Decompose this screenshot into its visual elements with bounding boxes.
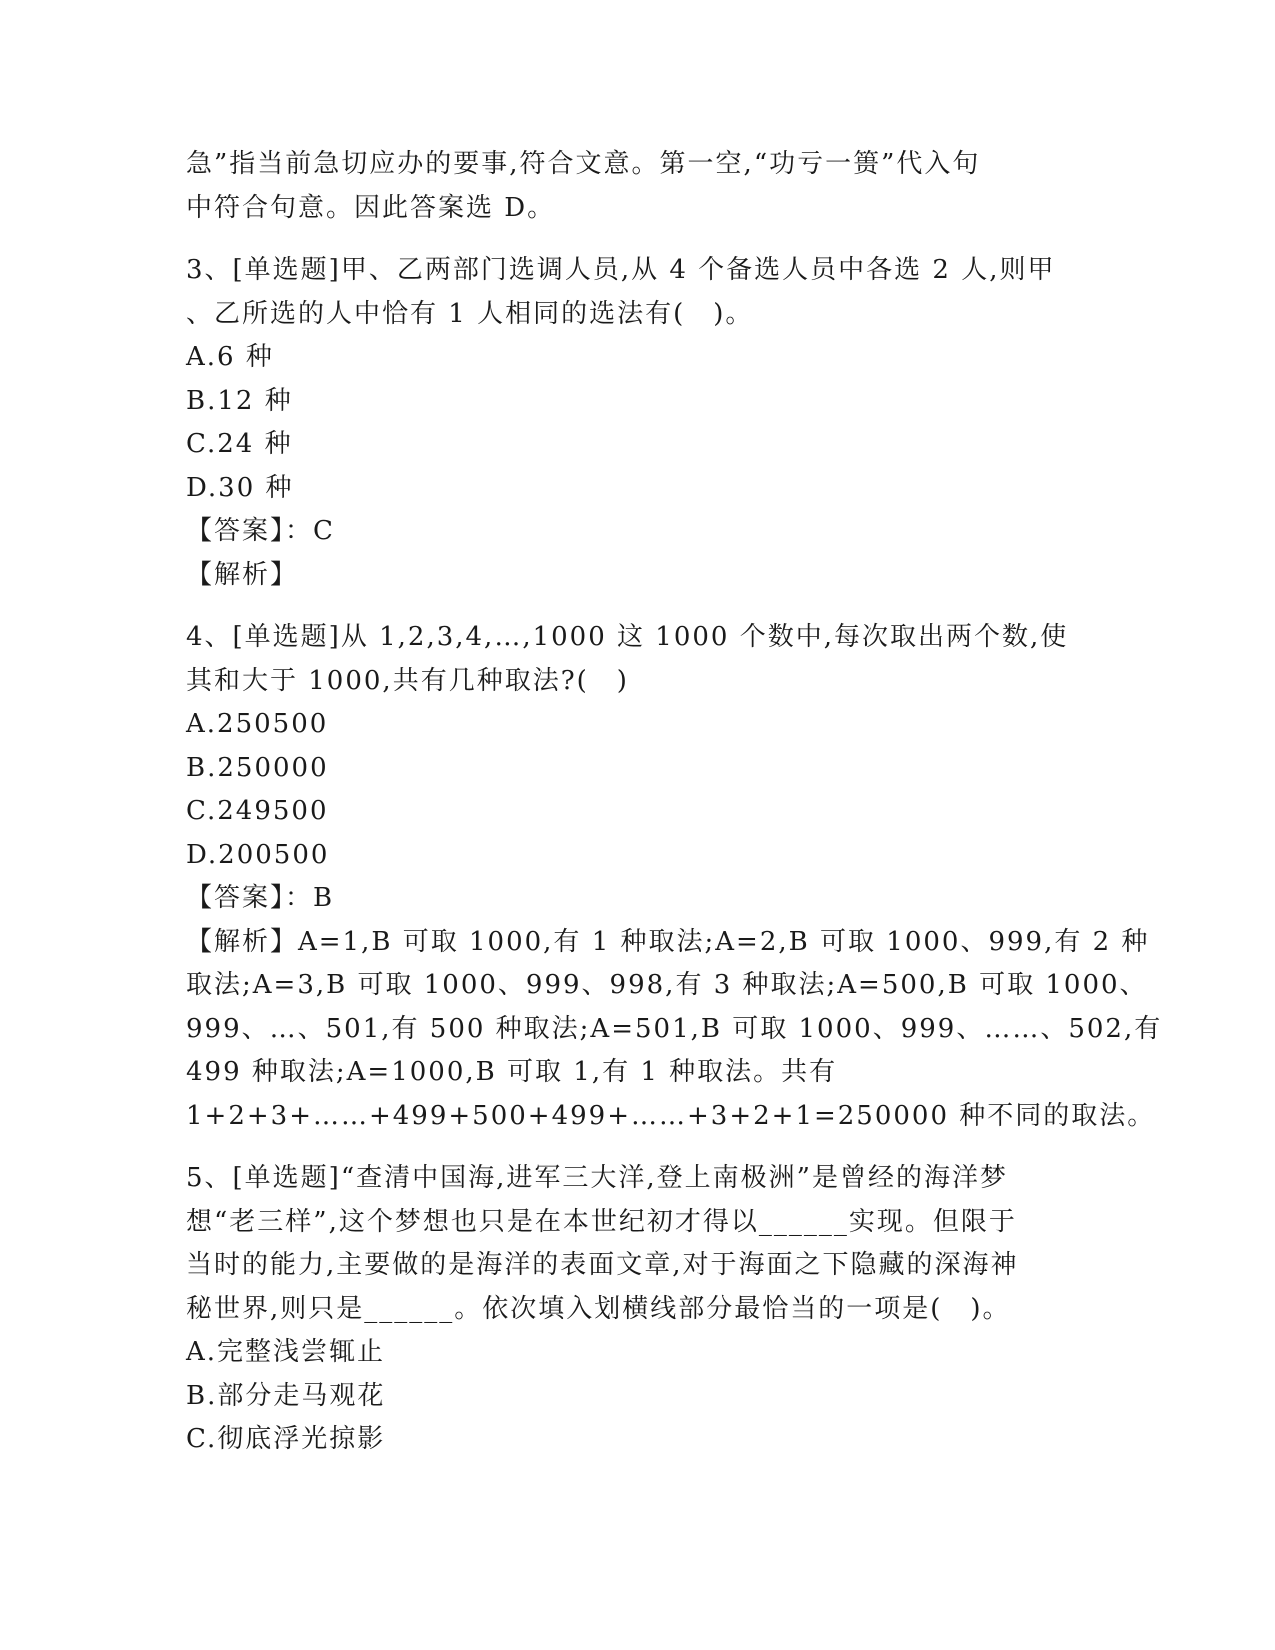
question-stem-line: 当时的能力,主要做的是海洋的表面文章,对于海面之下隐藏的深海神: [186, 1250, 1019, 1280]
option-b: B.12 种: [186, 385, 293, 416]
option-a: A.6 种: [186, 342, 274, 372]
option-b: B.250000: [186, 752, 329, 783]
answer-line: 【答案】：B: [186, 883, 335, 913]
question-3: [186, 249, 1086, 597]
option-a: A.250500: [186, 709, 329, 739]
question-stem-line: 、乙所选的人中恰有 1 人相同的选法有( )。: [186, 298, 754, 329]
option-b: B.部分走马观花: [186, 1380, 386, 1411]
question-stem-line: 3、[单选题]甲、乙两部门选调人员,从 4 个备选人员中各选 2 人,则甲: [186, 255, 1056, 285]
answer-line: 【答案】：C: [186, 516, 335, 546]
question-stem-line: 想“老三样”,这个梦想也只是在本世纪初才得以______实现。但限于: [186, 1206, 1017, 1237]
question-5: [186, 1157, 1086, 1462]
analysis-line: 1+2+3+……+499+500+499+……+3+2+1=250000 种不同的取法。: [186, 1100, 1156, 1131]
text-line: 中符合句意。因此答案选 D。: [186, 192, 556, 223]
question-stem-line: 秘世界,则只是______。依次填入划横线部分最恰当的一项是( )。: [186, 1293, 1011, 1324]
analysis-line: 取法;A=3,B 可取 1000、999、998,有 3 种取法;A=500,B 可取 1000、: [186, 970, 1148, 1000]
option-c: C.24 种: [186, 429, 293, 459]
question-stem-line: 其和大于 1000,共有几种取法?( ): [186, 665, 629, 696]
question-stem-line: 5、[单选题]“查清中国海,进军三大洋,登上南极洲”是曾经的海洋梦: [186, 1163, 1008, 1193]
option-d: D.30 种: [186, 472, 294, 503]
question-4: [186, 616, 1163, 1138]
previous-analysis-continuation: [186, 143, 1086, 230]
analysis-line: 999、…、501,有 500 种取法;A=501,B 可取 1000、999、……、502,有: [186, 1013, 1163, 1044]
option-c: C.彻底浮光掠影: [186, 1424, 386, 1454]
option-d: D.200500: [186, 839, 330, 870]
option-c: C.249500: [186, 796, 329, 826]
analysis-line: 【解析】A=1,B 可取 1000,有 1 种取法;A=2,B 可取 1000、999,有 2 种: [186, 926, 1150, 957]
analysis-line: 【解析】: [186, 559, 299, 590]
text-line: 急”指当前急切应办的要事,符合文意。第一空,“功亏一篑”代入句: [186, 149, 981, 179]
option-a: A.完整浅尝辄止: [186, 1337, 386, 1367]
analysis-line: 499 种取法;A=1000,B 可取 1,有 1 种取法。共有: [186, 1057, 838, 1087]
document-body: [186, 143, 1163, 1462]
question-stem-line: 4、[单选题]从 1,2,3,4,…,1000 这 1000 个数中,每次取出两个数,使: [186, 622, 1069, 652]
